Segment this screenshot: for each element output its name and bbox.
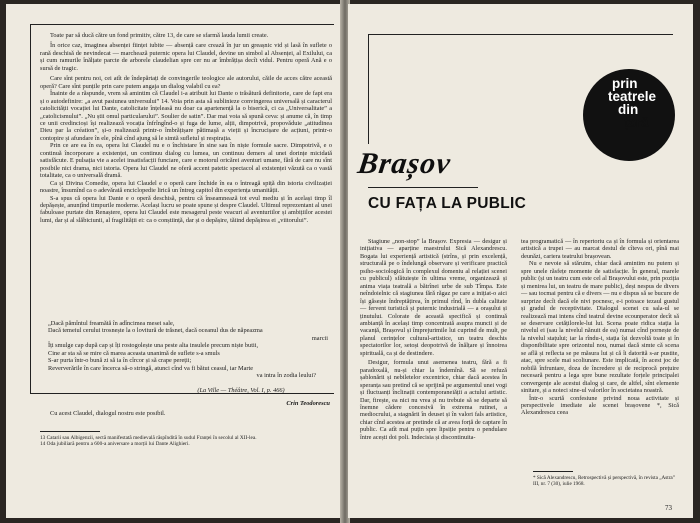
footnote: 14 Oda jubiliară pentru a 600-a aniversare a morții lui Dante Alighieri. [40,441,190,448]
footnotes [40,435,332,447]
section-label-line: țară [624,115,649,130]
paragraph: Ca și Divina Comedie, opera lui Claudel e o operă care închide în ea o întreagă spiță din istoria civilizației noastre, însumînd ca o adevărată enciclopedie lirică un întreg capitol din experiența umanității. [40,179,332,195]
paragraph: Nu e nevoie să stăruim, chiar dacă amintim nu putem și spre unele răsfețe momente de satisfacție. În general, marele public (și un teatru cum este cel al Brașovului este, prin poziția și menirea lui, un teatru de mare public), deși nespus de divers — sau tocmai pentru că e divers — nu e dispus să se bucure de surprize decît dacă ele nivi pocnesc, e-i potoace tezaul gustul și gradul de receptivitate. Dialogul scenei cu sala-ul se realizează mai intens cînd teatrul devine ecounperator decît să se deservare cetățilorele-lui lui. Scena poate ridica stația la nivelul ei (sau la nivelul nănuit de ea) numai cînd pornește de la nivelul stațului; iar la rîndu-i, stația își dezvoltă toate și în disponibilitate spre orizontul nou, numai dacă simte că scena se află și reflecta se pe măsura lui și că îi datorită s-ar pustite, atac, spre scele mai scoliunare. Este implicată, în acest joc de nobilă înfruntare, doza de încredere și de reciprocă prețuire necesară pentru a lega spre bune rezultate forțele principalei convergențe ale acestui dialog și care, de altfel, sînt elemente sinitare, și a noteci sine-ul valorilor în societatea noastră. [521,260,679,395]
left-rule [30,24,31,394]
poem-line: „Dacă pămîntul freamătă în adîncimea mesei sale, [48,320,175,327]
section-label-line: teatrele [608,89,657,104]
closing-line: Cu acest Claudel, dialogul nostru este posibil. [50,410,166,417]
article-headline: CU FAȚA LA PUBLIC [368,195,527,212]
page-number: 73 [665,504,672,512]
paragraph: În orice caz, imaginea absenței ființei iubite — absență care crează în jur un greașnic vid și lasă în suflete o rană deschisă de nevindecat — marchează puternic opera lui Claudel, devine un simbol al Absenței, al Exilului, ca și cum ramurile înălțate parcte de arborele claudelian spre cer nu ar îmbrățișa decît vidul. Pentru operă Ană e o sursă de tragic. [40,42,332,72]
footnote-rule [40,431,100,432]
paragraph: Într-o scurtă confesiune privind noua activitate și perspectivele imediate ale scenei brașovene *, Sică Alexandrescu ceea [521,394,679,417]
section-label-line: prin [612,76,638,91]
footnote: 13 Catarii sau Albigenzii, sectă manifestată medievală răspîndită în sudul Franței în secolul al XII-lea. [40,435,257,441]
right-page [348,4,693,518]
paragraph: Desigur, formula unui asemenea teatru, fără a fi paradoxală, nu-și chiar la îndemînă. Să se refuză șablonării și nebiletelor excentrice, chiar dacă acestea în speranța sau pretind că se sprijină pe argumentul unei vogi și fluctuanți înclinații contemporaneiății a actului artistic. Dar, firește, ea nici nu vrea și nu trebuie să se departe să înemne cădere concesivă în extrema rutinei, a mediocrului, a stagnării în deuset și în valori fals artistice, chiar cînd acestea ar pretinde că ar avea forță de captare în public. Ca atît mai puțin spre lipsiție pentru o pendulare între acești doi poli. Indecisia și discontinuita- [360,359,507,441]
footnote: * Sică Alexandrescu, Retrospectivă și perspectivă, în revista „Astra” III, nr. 7 (30), iulie 1968. [533,475,676,487]
paragraph: tea programatică — în repertoriu ca și în formula și orientarea artistică a trupei — au marcat destul de cîteva ori, pînă mai deunăzi, cariera teatrului brașovean. [521,238,679,260]
article-body [40,32,332,224]
poem-line: Cine ar sta să se mire că marea aceasta unanimă de suflete s-a smuls [48,349,220,357]
quoted-poem [40,320,332,380]
poem-source: (La Ville — Théâtre, Vol. I, p. 466) [197,387,285,394]
article-author: Crin Teodorescu [286,400,330,407]
poem-line: S-ar purta într-o bună zi să ia în cîrcor și să crape pereții; [48,357,192,365]
section-label [610,77,692,129]
paragraph: Care sînt pentru noi, cei atît de îndepărtați de convingerile teologice ale autorului, căile de acces către această operă? Care sînt punțile prin care putem angaja un dialog valabil cu ea? [40,75,332,90]
paragraph: Înainte de a răspunde, vrem să amintim că Claudel i-a atribuit lui Dante o trăsătură definitorie, care de fapt era și o autodefinire: „a avut pasiunea universului” 14. Voia prin asta să sublinieze convingerea universală și caracterul catolicității vocației lui Dante, catolicitate înțeleasă nu doar ca apartenență la o biserică, ci ca „Universalitate” a „catolicismului”. „Nu știi omul particularului”. Soulier de satin”. Dar mai voia să spună ceva: și anume că, în timp ce unii credincioși își realizează vocația înfrîngînd-o și fuga de lume, alții, dimpotrivă, propovăduie „atitudinea Dieu par la création”, și-o realizează printr-o îmbrățișare pătimașă a vieții și încrucișare de acțiuni, printr-o contopire și afundare în ele, pînă cînd ajung să le simtă sufletul și respirația. [40,90,332,142]
top-rule [30,24,334,25]
paragraph: Stagiune „non-stop” la Brașov. Expresia — desigur și inițiativa — aparține maestrului Sică Alexandrescu. Bogata lui experiență artistică (strîns, și prin excelență, structurală pe o îndelungă observare și verificare practică psiho-sociologică în complexul domeniu al relației scenei cu publicul) sfătuiește în ultima vreme, organizează și anima viața teatrală a bătrînei urbe de sub Tîmpa. Este neîndoielnic că stagiunea fără răgaz pe care a inițiat-o aici își găsește îndreptățirea, în primul rînd, în dubla calitate — fervent turistică și puternic industrială — a orașului și ținutului. Colorate de această specifică și continuă ambianță în același timp concentrată asupra muncii și de vacanță, Brașovul și împrejurimile lui cuprind de mult, pe planul cerințelor cultural-artistice, un teatru deschis spectatorilor lor, setoși deopotrivă de înălțare și înnoirea spirituală, ca și de destindere. [360,238,507,357]
footnote-rule [533,471,573,472]
title-underline [368,187,478,188]
section-label-line: din [618,102,639,117]
article-column-1 [360,238,507,441]
poem-line: Reververările în care încerca să-o stringă, atunci cînd va fi bătut ceasul, iar Marte [48,364,254,372]
city-title: Brașov [355,147,454,180]
left-rule [368,34,369,144]
top-rule [368,34,673,35]
poem-line: Îți smulge cap după cap și îți rostogolește una peste alta insulele precum niște butii, [48,342,259,350]
paragraph: Prin ce are ea în ea, opera lui Claudel nu e o închistare în sine sau în niște formule sacre. Dimpotrivă, e o continuă încorporare a existenței, un continuu dialog cu lumea, un continuu demers al unei dorințe micidată satisfăcute. E pulsația vie a acelei insatisfacții funciare, care e motorul oricărei aventuri umane, fără de care nu sînt posibile nici drama, nici istoria. Opera lui Claudel ne oferă accent patetic spectacol al existenței văzută ca o vastă totalitate, ca o universală dramă. [40,142,332,180]
left-page [6,4,342,518]
article-column-2 [521,238,679,417]
poem-line: Dacă temeiul cerului trosnește la o lovitură de trăsnet, dacă oceanul dus de năpeazma [48,327,263,335]
poem-line: va intra în zodia leului? [256,372,316,380]
poem-line: marcii [311,334,328,342]
paragraph: S-a spus că opera lui Dante e o operă deschisă, pentru că înseamnează tot evul mediu și în același timp îl depășește, anunțînd timpurile moderne. Același lucru se poate spune și despre Claudel. Ultimul reprezentant al unei fabuloase purtate din Renaștere, opera lui Claudel este mesagerul peste veacuri al aventuriilor și ambițiilor acestei lumi, dar și al slăbiciunii, al fragilității ei: ca o conștiință, dar și o depășire, tăiind depășirea ei „viitorului”. [40,194,332,224]
paragraph: Toate par să ducă către un fond primitiv, către 13, de care se sfarmă lauda lumii create. [50,32,269,39]
